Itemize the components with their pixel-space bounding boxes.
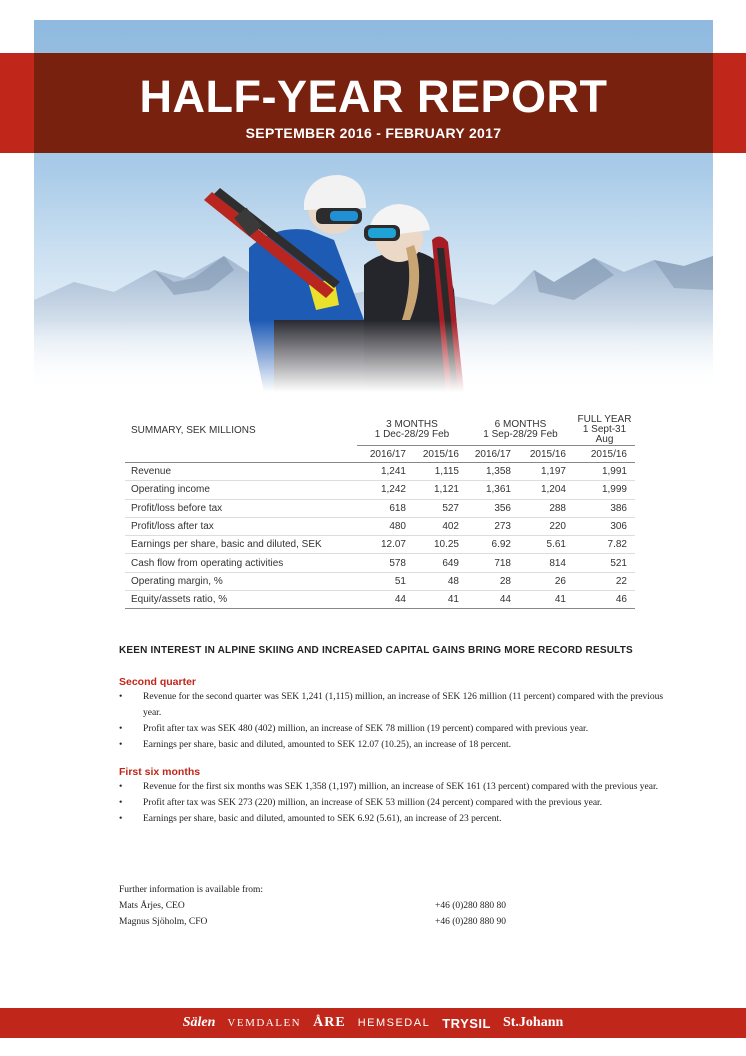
bullet-item: • Profit after tax was SEK 273 (220) million, an increase of SEK 53 million (24 percent) compared with the previous year.: [119, 796, 669, 812]
contact-name: Mats Årjes, CEO: [119, 901, 185, 911]
value-cell: 1,241: [357, 463, 414, 481]
value-cell: 618: [357, 499, 414, 517]
footer-brand-bar: [0, 1008, 746, 1038]
bullet-item: • Earnings per share, basic and diluted, amounted to SEK 6.92 (5.61), an increase of 23 percent.: [119, 812, 669, 828]
value-cell: 578: [357, 554, 414, 572]
value-cell: 220: [519, 517, 574, 535]
value-cell: 28: [467, 572, 519, 590]
row-label: Profit/loss before tax: [125, 499, 357, 517]
group-header-line1: 6 MONTHS: [494, 419, 547, 430]
group-header-3-months: [357, 415, 467, 446]
value-cell: 6.92: [467, 536, 519, 554]
value-cell: 1,999: [574, 481, 635, 499]
contact-row-ceo: [119, 901, 539, 917]
value-cell: 718: [467, 554, 519, 572]
value-cell: 26: [519, 572, 574, 590]
group-header-line1: 3 MONTHS: [386, 419, 438, 430]
bullet-item: • Profit after tax was SEK 480 (402) million, an increase of SEK 78 million (19 percent) compared with previous year.: [119, 722, 669, 738]
report-title: HALF-YEAR REPORT: [139, 71, 608, 122]
group-header-line1: FULL YEAR: [577, 414, 632, 425]
row-label: Earnings per share, basic and diluted, SEK: [125, 536, 357, 554]
contact-phone: +46 (0)280 880 90: [435, 917, 507, 927]
section-title-first-six-months: First six months: [119, 766, 201, 778]
contact-phone: +46 (0)280 880 80: [435, 901, 507, 911]
table-row: [125, 572, 635, 590]
value-cell: 1,121: [414, 481, 467, 499]
row-label: Profit/loss after tax: [125, 517, 357, 535]
value-cell: 527: [414, 499, 467, 517]
value-cell: 521: [574, 554, 635, 572]
summary-table: [125, 415, 635, 609]
table-year-header-row: [125, 446, 635, 463]
value-cell: 48: [414, 572, 467, 590]
contact-intro: Further information is available from:: [119, 885, 264, 895]
contact-block: [119, 885, 539, 933]
table-row: [125, 463, 635, 481]
row-label: Equity/assets ratio, %: [125, 591, 357, 609]
value-cell: 22: [574, 572, 635, 590]
second-quarter-bullets: [119, 690, 669, 754]
table-row: [125, 481, 635, 499]
value-cell: 1,358: [467, 463, 519, 481]
value-cell: 1,991: [574, 463, 635, 481]
value-cell: 814: [519, 554, 574, 572]
value-cell: 10.25: [414, 536, 467, 554]
table-row: [125, 517, 635, 535]
value-cell: 46: [574, 591, 635, 609]
contact-row-cfo: [119, 917, 539, 933]
brand-logo-hemsedal: HEMSEDAL: [357, 1017, 431, 1029]
value-cell: 44: [467, 591, 519, 609]
value-cell: 5.61: [519, 536, 574, 554]
value-cell: 306: [574, 517, 635, 535]
value-cell: 1,242: [357, 481, 414, 499]
brand-logo-salen: Sälen: [182, 1015, 216, 1030]
value-cell: 402: [414, 517, 467, 535]
value-cell: 1,361: [467, 481, 519, 499]
year-header-cell: 2016/17: [467, 446, 519, 463]
first-six-months-bullets: [119, 780, 669, 828]
brand-logo-stjohann: St.Johann: [502, 1015, 564, 1030]
brand-logo-trysil: TRYSIL: [442, 1015, 491, 1031]
year-header-cell: 2016/17: [357, 446, 414, 463]
table-row: [125, 499, 635, 517]
value-cell: 41: [519, 591, 574, 609]
table-row: [125, 536, 635, 554]
brand-logo-are: ÅRE: [313, 1015, 346, 1030]
row-label: Cash flow from operating activities: [125, 554, 357, 572]
value-cell: 51: [357, 572, 414, 590]
value-cell: 1,197: [519, 463, 574, 481]
row-label: Operating income: [125, 481, 357, 499]
results-headline: KEEN INTEREST IN ALPINE SKIING AND INCREASED CAPITAL GAINS BRING MORE RECORD RESULTS: [119, 645, 633, 656]
report-period: SEPTEMBER 2016 - FEBRUARY 2017: [245, 125, 502, 141]
value-cell: 386: [574, 499, 635, 517]
bullet-item: • Earnings per share, basic and diluted, amounted to SEK 12.07 (10.25), an increase of 18 percent.: [119, 738, 669, 754]
title-banner: [0, 53, 746, 153]
group-header-full-year: [574, 415, 635, 446]
title-banner-inner: [34, 53, 713, 153]
value-cell: 12.07: [357, 536, 414, 554]
group-header-6-months: [467, 415, 574, 446]
value-cell: 480: [357, 517, 414, 535]
summary-table-body: [125, 463, 635, 609]
group-header-line2: 1 Dec-28/29 Feb: [374, 429, 450, 440]
value-cell: 1,115: [414, 463, 467, 481]
value-cell: 41: [414, 591, 467, 609]
row-label: Operating margin, %: [125, 572, 357, 590]
table-row: [125, 591, 635, 609]
table-title: SUMMARY, SEK MILLIONS: [131, 424, 256, 436]
value-cell: 649: [414, 554, 467, 572]
row-label: Revenue: [125, 463, 357, 481]
brand-logo-vemdalen: VEMDALEN: [227, 1017, 302, 1029]
value-cell: 356: [467, 499, 519, 517]
value-cell: 1,204: [519, 481, 574, 499]
value-cell: 44: [357, 591, 414, 609]
bullet-item: • Revenue for the first six months was SEK 1,358 (1,197) million, an increase of SEK 161 (13 percent) compared with the previous year.: [119, 780, 669, 796]
group-header-line2: 1 Sep-28/29 Feb: [483, 429, 558, 440]
year-header-cell: 2015/16: [574, 446, 635, 463]
year-header-cell: 2015/16: [519, 446, 574, 463]
group-header-line2: 1 Sept-31 Aug: [582, 424, 627, 445]
section-title-second-quarter: Second quarter: [119, 676, 197, 688]
contact-name: Magnus Sjöholm, CFO: [119, 917, 208, 927]
year-header-spacer: [125, 446, 357, 463]
table-group-header-row: [125, 415, 635, 446]
value-cell: 273: [467, 517, 519, 535]
value-cell: 288: [519, 499, 574, 517]
table-row: [125, 554, 635, 572]
year-header-cell: 2015/16: [414, 446, 467, 463]
value-cell: 7.82: [574, 536, 635, 554]
bullet-item: • Revenue for the second quarter was SEK 1,241 (1,115) million, an increase of SEK 126 million (11 percent) compared with the previous year.: [119, 690, 669, 721]
